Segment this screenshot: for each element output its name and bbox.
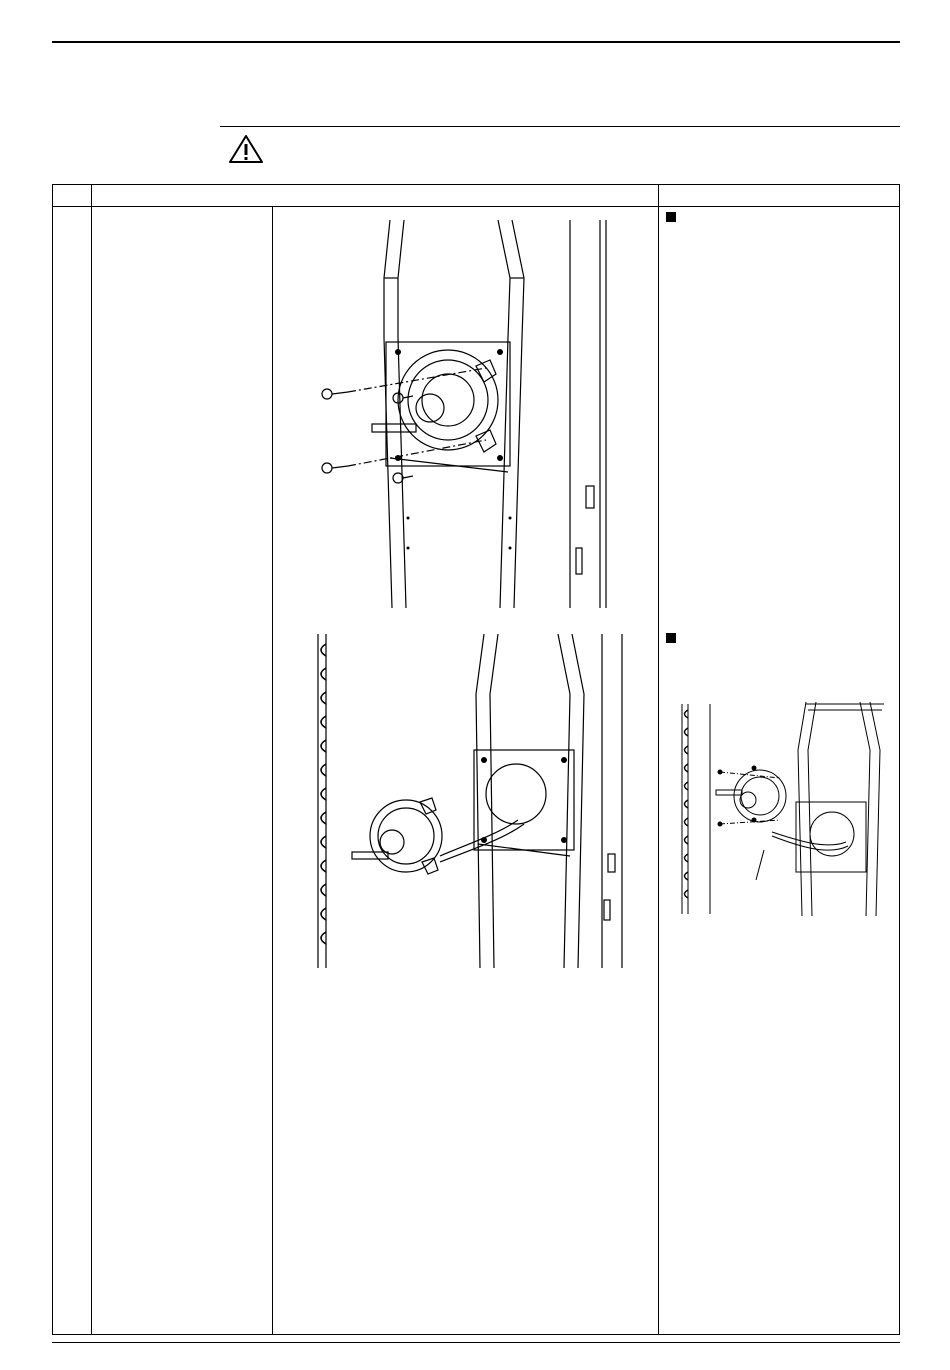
table-right-border — [899, 184, 900, 1334]
table-step-divider — [91, 184, 92, 1334]
square-bullet-icon — [666, 633, 676, 643]
table-remarks-divider — [658, 184, 659, 1334]
table-header-border — [52, 206, 900, 207]
fan-motor-wiring-diagram — [676, 700, 886, 918]
table-desc-divider — [272, 206, 273, 1334]
table-top-border — [52, 184, 900, 185]
table-bottom-border — [52, 1334, 900, 1335]
top-rule — [52, 41, 900, 43]
square-bullet-icon — [666, 212, 676, 222]
fan-motor-detached-diagram — [308, 634, 630, 968]
caution-rule — [220, 126, 900, 127]
bottom-rule — [52, 1342, 900, 1343]
warning-triangle-icon — [228, 134, 264, 164]
table-left-border — [52, 184, 53, 1334]
fan-motor-removal-diagram — [300, 218, 630, 610]
